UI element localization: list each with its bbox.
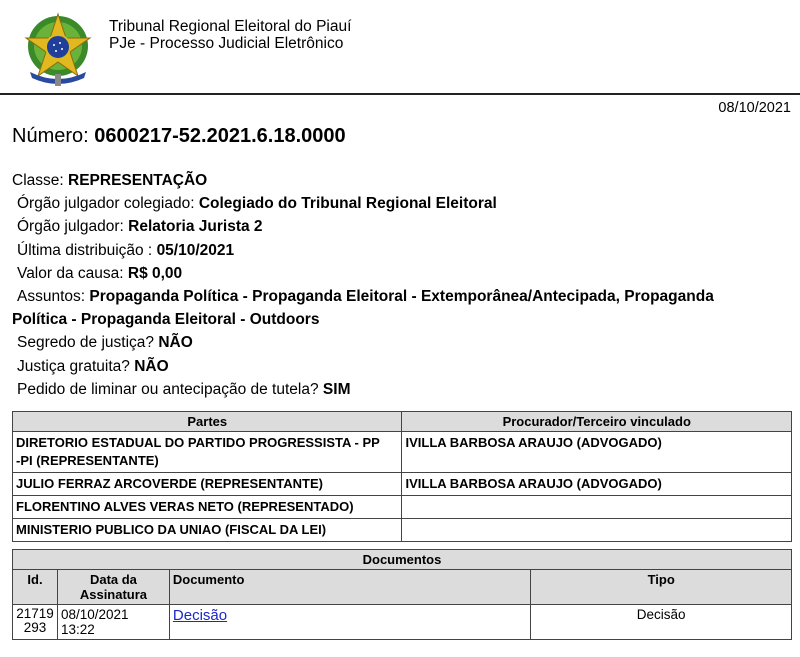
gratuita-label: Justiça gratuita? bbox=[17, 357, 130, 375]
gratuita-row bbox=[12, 355, 792, 378]
documentos-title-row bbox=[13, 550, 792, 570]
procurador-header: Procurador/Terceiro vinculado bbox=[402, 412, 792, 432]
data-header-line2: Assinatura bbox=[79, 587, 148, 602]
classe-label: Classe: bbox=[12, 172, 64, 189]
documentos-table bbox=[12, 549, 792, 640]
distribuicao-row bbox=[12, 239, 792, 262]
partes-header-row bbox=[13, 412, 792, 432]
procurador-cell: IVILLA BARBOSA ARAUJO (ADVOGADO) bbox=[402, 473, 792, 496]
assuntos-row bbox=[12, 285, 792, 308]
assuntos-label: Assuntos: bbox=[17, 287, 86, 305]
orgao-colegiado-value: Colegiado do Tribunal Regional Eleitoral bbox=[198, 195, 497, 213]
court-name: Tribunal Regional Eleitoral do Piauí bbox=[109, 18, 352, 35]
table-row bbox=[13, 496, 792, 519]
parte-cell: MINISTERIO PUBLICO DA UNIAO (FISCAL DA LEI) bbox=[13, 519, 402, 542]
documento-header: Documento bbox=[169, 570, 530, 605]
process-number-value: 0600217-52.2021.6.18.0000 bbox=[94, 125, 346, 147]
id-header: Id. bbox=[13, 570, 58, 605]
tipo-header: Tipo bbox=[531, 570, 792, 605]
doc-id: 21719 bbox=[16, 606, 54, 621]
procurador-cell bbox=[402, 496, 792, 519]
documento-link[interactable]: Decisão bbox=[172, 607, 228, 624]
liminar-label: Pedido de liminar ou antecipação de tutela? bbox=[17, 380, 319, 398]
parte-name: DIRETORIO ESTADUAL DO PARTIDO PROGRESSISTA - PP bbox=[16, 435, 380, 450]
orgao-label: Órgão julgador: bbox=[17, 218, 124, 236]
parte-cell: FLORENTINO ALVES VERAS NETO (REPRESENTADO) bbox=[13, 496, 402, 519]
distribuicao-value: 05/10/2021 bbox=[156, 241, 235, 259]
doc-tipo-cell: Decisão bbox=[531, 605, 792, 640]
orgao-value: Relatoria Jurista 2 bbox=[128, 218, 263, 236]
documentos-title: Documentos bbox=[13, 550, 792, 570]
parte-name-cont: -PI (REPRESENTANTE) bbox=[16, 453, 159, 468]
table-row bbox=[13, 605, 792, 640]
brasao-logo-icon bbox=[22, 10, 94, 90]
distribuicao-label: Última distribuição : bbox=[17, 241, 153, 259]
header-divider bbox=[0, 93, 800, 95]
partes-header: Partes bbox=[13, 412, 402, 432]
documentos-header-row bbox=[13, 570, 792, 605]
assuntos-continuation bbox=[12, 308, 792, 331]
parte-cell bbox=[13, 432, 402, 473]
assuntos-value-cont: Política - Propaganda Eleitoral - Outdoors bbox=[12, 311, 320, 329]
liminar-value: SIM bbox=[322, 380, 351, 398]
segredo-row bbox=[12, 331, 792, 354]
process-info bbox=[12, 169, 792, 401]
classe-row bbox=[12, 169, 792, 192]
data-header bbox=[57, 570, 169, 605]
segredo-value: NÃO bbox=[158, 334, 193, 352]
valor-row bbox=[12, 262, 792, 285]
doc-date-cell: 08/10/2021 13:22 bbox=[57, 605, 169, 640]
assuntos-value: Propaganda Política - Propaganda Eleitoral - Extemporânea/Antecipada, Propaganda bbox=[89, 287, 714, 305]
parte-cell: JULIO FERRAZ ARCOVERDE (REPRESENTANTE) bbox=[13, 473, 402, 496]
data-header-line1: Data da bbox=[89, 572, 137, 587]
valor-value: R$ 0,00 bbox=[127, 264, 183, 282]
procurador-cell bbox=[402, 519, 792, 542]
system-name: PJe - Processo Judicial Eletrônico bbox=[109, 35, 344, 52]
document-header bbox=[0, 0, 800, 94]
document-date: 08/10/2021 bbox=[718, 100, 791, 116]
orgao-colegiado-row bbox=[12, 192, 792, 215]
liminar-row bbox=[12, 378, 792, 401]
doc-link-cell bbox=[169, 605, 530, 640]
valor-label: Valor da causa: bbox=[17, 264, 124, 282]
doc-id-cont: 293 bbox=[23, 620, 47, 635]
table-row bbox=[13, 432, 792, 473]
segredo-label: Segredo de justiça? bbox=[17, 334, 155, 352]
process-number bbox=[12, 125, 346, 148]
gratuita-value: NÃO bbox=[134, 357, 169, 375]
partes-table bbox=[12, 411, 792, 542]
doc-id-cell bbox=[13, 605, 58, 640]
table-row bbox=[13, 473, 792, 496]
table-row bbox=[13, 519, 792, 542]
procurador-cell: IVILLA BARBOSA ARAUJO (ADVOGADO) bbox=[402, 432, 792, 473]
orgao-row bbox=[12, 215, 792, 238]
classe-value: REPRESENTAÇÃO bbox=[68, 172, 208, 189]
orgao-colegiado-label: Órgão julgador colegiado: bbox=[17, 195, 195, 213]
process-number-label: Número: bbox=[12, 125, 89, 147]
